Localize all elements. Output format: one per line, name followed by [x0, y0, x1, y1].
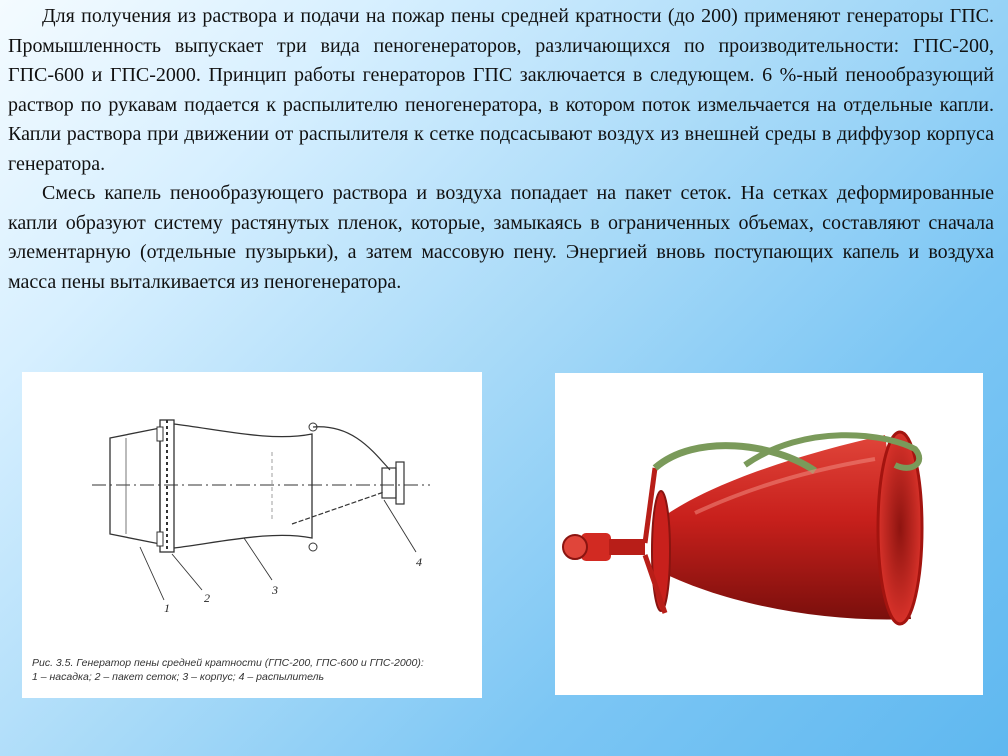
- photo-mouth: [878, 432, 922, 624]
- photo-sprayer-tip: [563, 535, 587, 559]
- label-2: 2: [204, 591, 210, 605]
- leader-3: [244, 538, 272, 580]
- leader-1: [140, 547, 164, 600]
- diagram-figure: [22, 372, 482, 698]
- photo-sprayer-pipe: [609, 539, 645, 555]
- sprayer-body: [382, 468, 396, 498]
- support-arm-bottom: [292, 492, 384, 524]
- label-4: 4: [416, 555, 422, 569]
- paragraph-2: Смесь капель пенообразующего раствора и воздуха попадает на пакет сеток. На сетках деформированные капли образуют систему растянутых пленок, которые, замыкаясь в ограниченных объемах, составляют сначала элементарную (отдельные пузырьки), а затем массовую пену. Энергией вновь поступающих капель и воздуха масса пены выталкивается из пеногенератора.: [8, 182, 994, 293]
- mesh-clamp-bottom: [157, 532, 163, 546]
- body-ring-bottom: [309, 543, 317, 551]
- mesh-clamp-top: [157, 427, 163, 441]
- foam-generator-photo: [555, 373, 983, 695]
- body-outline: [174, 424, 312, 548]
- nozzle-outline: [110, 428, 160, 544]
- leader-2: [172, 554, 202, 590]
- caption-line-1: Рис. 3.5. Генератор пены средней кратности (ГПС-200, ГПС-600 и ГПС-2000):: [32, 657, 424, 669]
- foam-generator-diagram: [22, 372, 482, 698]
- photo-figure: [555, 373, 983, 695]
- text-block: [8, 2, 994, 297]
- photo-body: [655, 435, 911, 620]
- paragraph-1: Для получения из раствора и подачи на пожар пены средней кратности (до 200) применяют генераторы ГПС. Промышленность выпускает три вида пеногенераторов, различающихся по производительности: ГПС-200, ГПС-600 и ГПС-2000. Принцип работы генераторов ГПС заключается в следующем. 6 %-ный пенообразующий раствор по рукавам подается к распылителю пеногенератора, в котором поток измельчается на отдельные капли. Капли раствора при движении от распылителя к сетке подсасывают воздух из внешней среды в диффузор корпуса генератора.: [8, 5, 994, 175]
- sprayer-flange: [396, 462, 404, 504]
- leader-4: [384, 500, 416, 552]
- figure-caption: [32, 656, 477, 684]
- label-1: 1: [164, 601, 170, 615]
- photo-flange: [652, 491, 670, 611]
- label-3: 3: [272, 583, 278, 597]
- caption-line-2: 1 – насадка; 2 – пакет сеток; 3 – корпус; 4 – распылитель: [32, 671, 325, 683]
- support-arm-top: [313, 427, 390, 470]
